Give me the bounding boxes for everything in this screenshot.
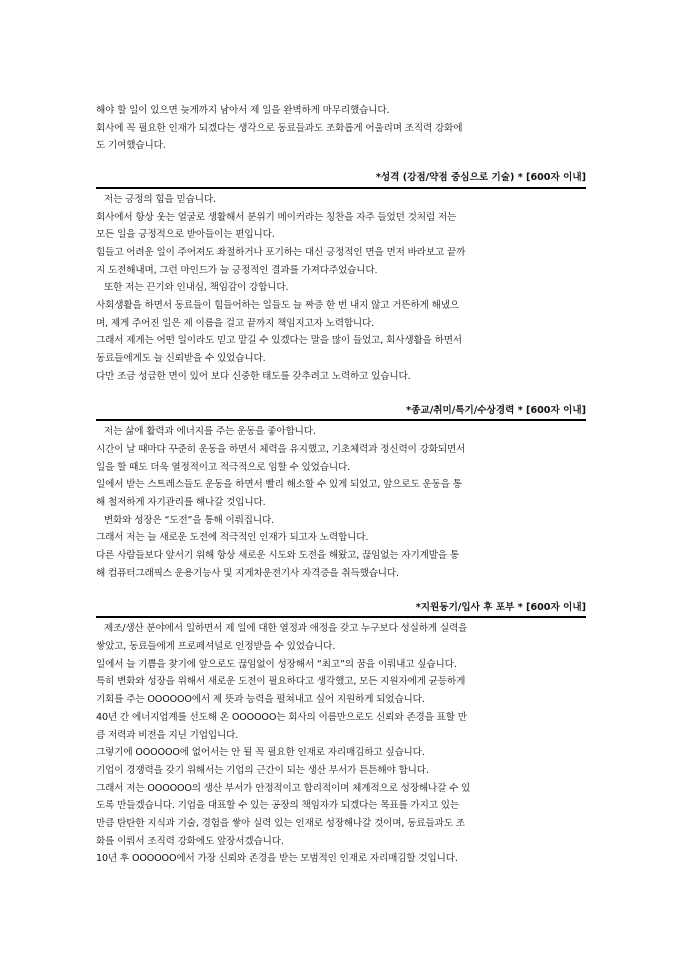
section-body-hobbies: [96, 423, 586, 582]
section-body-personality: [96, 191, 586, 386]
body-line: 10년 후 OOOOOO에서 가장 신뢰와 존경을 받는 모범적인 인재로 자리매김할 것입니다.: [96, 853, 458, 865]
section-heading-personality: *성격 (강점/약점 중심으로 기술) * [600자 이내]: [96, 169, 586, 189]
body-line: 도록 만들겠습니다. 기업을 대표할 수 있는 공장의 책임자가 되겠다는 목표를 가지고 있는: [96, 800, 460, 812]
document-page: [96, 102, 586, 868]
body-line: 그래서 저는 OOOOOO의 생산 부서가 안정적이고 합리적이며 체계적으로 성장해나갈 수 있: [96, 782, 471, 794]
body-line: 다만 조금 성급한 면이 있어 보다 신중한 태도를 갖추려고 노력하고 있습니다.: [96, 370, 411, 382]
section-heading-motivation: *지원동기/입사 후 포부 * [600자 이내]: [96, 599, 586, 619]
body-line: 저는 긍정의 힘을 믿습니다.: [104, 193, 216, 205]
body-line: 기회를 주는 OOOOOO에서 제 뜻과 능력을 펼쳐내고 싶어 지원하게 되었습니다.: [96, 694, 425, 706]
body-line: 그래서 저는 늘 새로운 도전에 적극적인 인재가 되고자 노력합니다.: [96, 532, 369, 544]
body-line: 만큼 탄탄한 지식과 기술, 경험을 쌓아 실력 있는 인재로 성장해나갈 것이며, 동료들과도 조: [96, 818, 465, 830]
body-line: 그렇기에 OOOOOO에 없어서는 안 될 꼭 필요한 인재로 자리매김하고 싶습니다.: [96, 747, 425, 759]
body-line: 힘들고 어려운 일이 주어져도 좌절하거나 포기하는 대신 긍정적인 면을 먼저 바라보고 끝까: [96, 246, 466, 258]
intro-line: 회사에 꼭 필요한 인재가 되겠다는 생각으로 동료들과도 조화롭게 어울리며 조직력 강화에: [96, 122, 463, 134]
body-line: 또한 저는 끈기와 인내심, 책임감이 강합니다.: [104, 282, 289, 294]
intro-paragraph: [96, 102, 586, 155]
body-line: 변화와 성장은 “도전”을 통해 이뤄집니다.: [104, 514, 275, 526]
body-line: 제조/생산 분야에서 일하면서 제 일에 대한 열정과 애정을 갖고 누구보다 성실하게 실력을: [104, 623, 468, 635]
body-line: 시간이 날 때마다 꾸준히 운동을 하면서 체력을 유지했고, 기초체력과 정신력이 강화되면서: [96, 443, 466, 455]
body-line: 일을 할 때도 더욱 열정적이고 적극적으로 임할 수 있었습니다.: [96, 461, 351, 473]
intro-line: 해야 할 일이 있으면 늦게까지 남아서 제 일을 완벽하게 마무리했습니다.: [96, 105, 390, 116]
body-line: 화를 이뤄서 조직력 강화에도 앞장서겠습니다.: [96, 835, 284, 847]
body-line: 일에서 늘 기쁨을 찾기에 앞으로도 끊임없이 성장해서 “최고”의 꿈을 이뤄내고 싶습니다.: [96, 658, 457, 670]
body-line: 해 컴퓨터그래픽스 운용기능사 및 지게차운전기사 자격증을 취득했습니다.: [96, 567, 399, 579]
body-line: 며, 제게 주어진 일은 제 이름을 걸고 끝까지 책임지고자 노력합니다.: [96, 317, 375, 329]
body-line: 모든 일을 긍정적으로 받아들이는 편입니다.: [96, 229, 275, 241]
body-line: 회사에서 항상 웃는 얼굴로 생활해서 분위기 메이커라는 칭찬을 자주 들었던 것처럼 저는: [96, 211, 457, 223]
body-line: 특히 변화와 성장을 위해서 새로운 도전이 필요하다고 생각했고, 모든 지원자에게 균등하게: [96, 676, 466, 688]
body-line: 그래서 제게는 어떤 일이라도 믿고 맡길 수 있겠다는 말을 많이 들었고, 회사생활을 하면서: [96, 335, 462, 347]
section-heading-hobbies: *종교/취미/특기/수상경력 * [600자 이내]: [96, 402, 586, 422]
body-line: 지 도전해내며, 그런 마인드가 늘 긍정적인 결과를 가져다주었습니다.: [96, 264, 378, 276]
body-line: 큼 저력과 비전을 지닌 기업입니다.: [96, 729, 239, 741]
body-line: 쌓았고, 동료들에게 프로페셔널로 인정받을 수 있었습니다.: [96, 640, 336, 652]
section-body-motivation: [96, 620, 586, 868]
body-line: 일에서 받는 스트레스들도 운동을 하면서 빨리 해소할 수 있게 되었고, 앞으로도 운동을 통: [96, 479, 462, 491]
intro-line: 도 기여했습니다.: [96, 140, 166, 152]
body-line: 40년 간 에너지업계를 선도해 온 OOOOOO는 회사의 이름만으로도 신뢰와 존경을 표할 만: [96, 711, 467, 723]
body-line: 사회생활을 하면서 동료들이 힘들어하는 일들도 늘 짜증 한 번 내지 않고 거뜬하게 해냈으: [96, 300, 460, 312]
body-line: 저는 삶에 활력과 에너지를 주는 운동을 좋아합니다.: [104, 426, 316, 438]
body-line: 다른 사람들보다 앞서기 위해 항상 새로운 시도와 도전을 해왔고, 끊임없는 자기계발을 통: [96, 550, 460, 562]
body-line: 동료들에게도 늘 신뢰받을 수 있었습니다.: [96, 353, 266, 365]
body-line: 해 철저하게 자기관리를 해나갈 것입니다.: [96, 497, 266, 509]
body-line: 기업이 경쟁력을 갖기 위해서는 기업의 근간이 되는 생산 부서가 튼튼해야 합니다.: [96, 764, 429, 776]
